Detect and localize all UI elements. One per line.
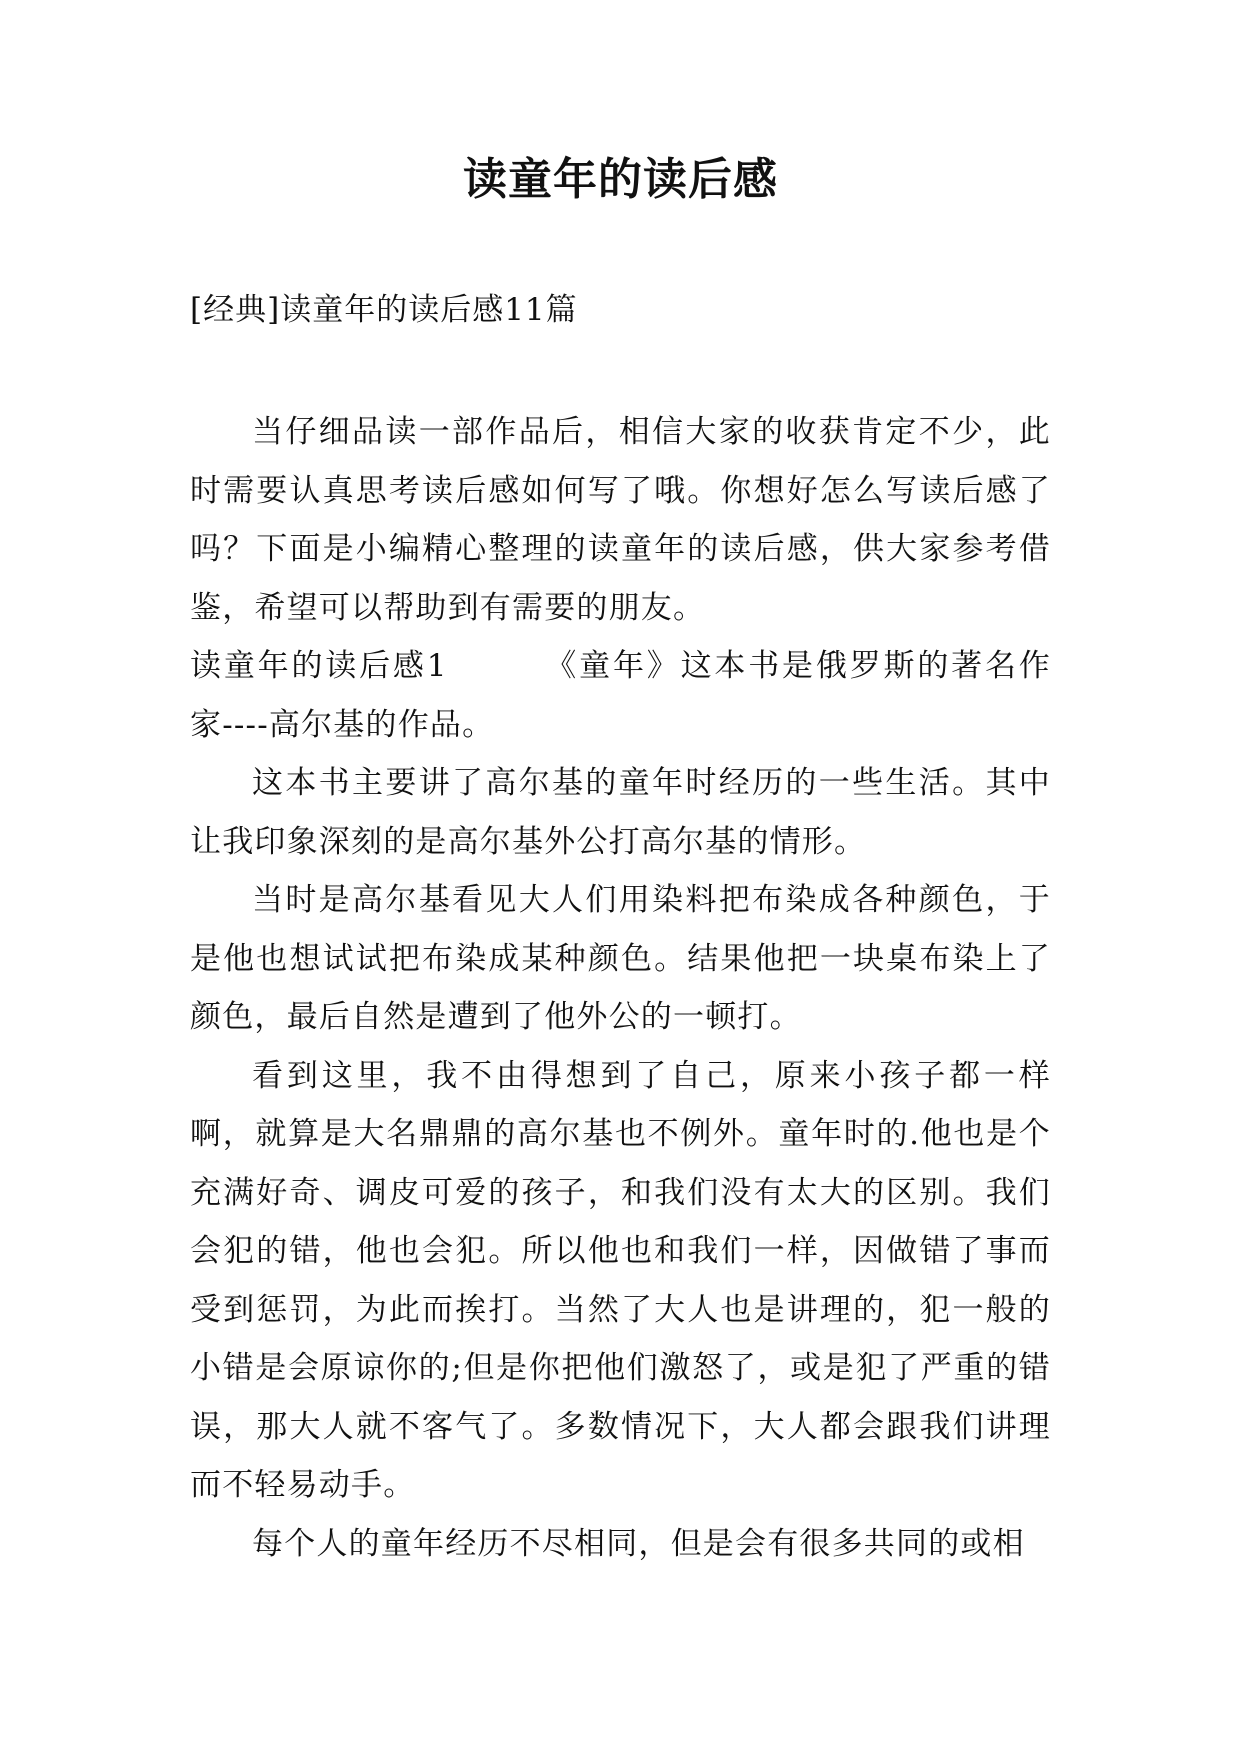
essay-heading-text: 《童年》这本书是俄罗斯的著名作家----高尔基的作品。: [190, 648, 1052, 743]
paragraph-4: 看到这里，我不由得想到了自己，原来小孩子都一样啊，就算是大名鼎鼎的高尔基也不例外。童年时的.他也是个充满好奇、调皮可爱的孩子，和我们没有太大的区别。我们会犯的错，他也会犯。所以他也和我们一样，因做错了事而受到惩罚，为此而挨打。当然了大人也是讲理的，犯一般的小错是会原谅你的;但是你把他们激怒了，或是犯了严重的错误，那大人就不客气了。多数情况下，大人都会跟我们讲理而不轻易动手。: [190, 1057, 1051, 1503]
document-subtitle: [经典]读童年的读后感11篇: [190, 292, 578, 328]
paragraph-3: 当时是高尔基看见大人们用染料把布染成各种颜色，于是他也想试试把布染成某种颜色。结果他把一块桌布染上了颜色，最后自然是遭到了他外公的一顿打。: [190, 882, 1051, 1035]
paragraph-5: 每个人的童年经历不尽相同，但是会有很多共同的或相: [252, 1525, 1025, 1562]
document-body: [190, 403, 1051, 1573]
essay-heading-label: 读童年的读后感1: [190, 648, 448, 684]
paragraph-2: 这本书主要讲了高尔基的童年时经历的一些生活。其中让我印象深刻的是高尔基外公打高尔基的情形。: [190, 765, 1051, 860]
paragraph-intro: 当仔细品读一部作品后，相信大家的收获肯定不少，此时需要认真思考读后感如何写了哦。你想好怎么写读后感了吗？下面是小编精心整理的读童年的读后感，供大家参考借鉴，希望可以帮助到有需要的朋友。: [190, 414, 1051, 626]
paragraph-essay-1-heading: [190, 637, 1051, 754]
document-title: 读童年的读后感: [463, 154, 778, 205]
